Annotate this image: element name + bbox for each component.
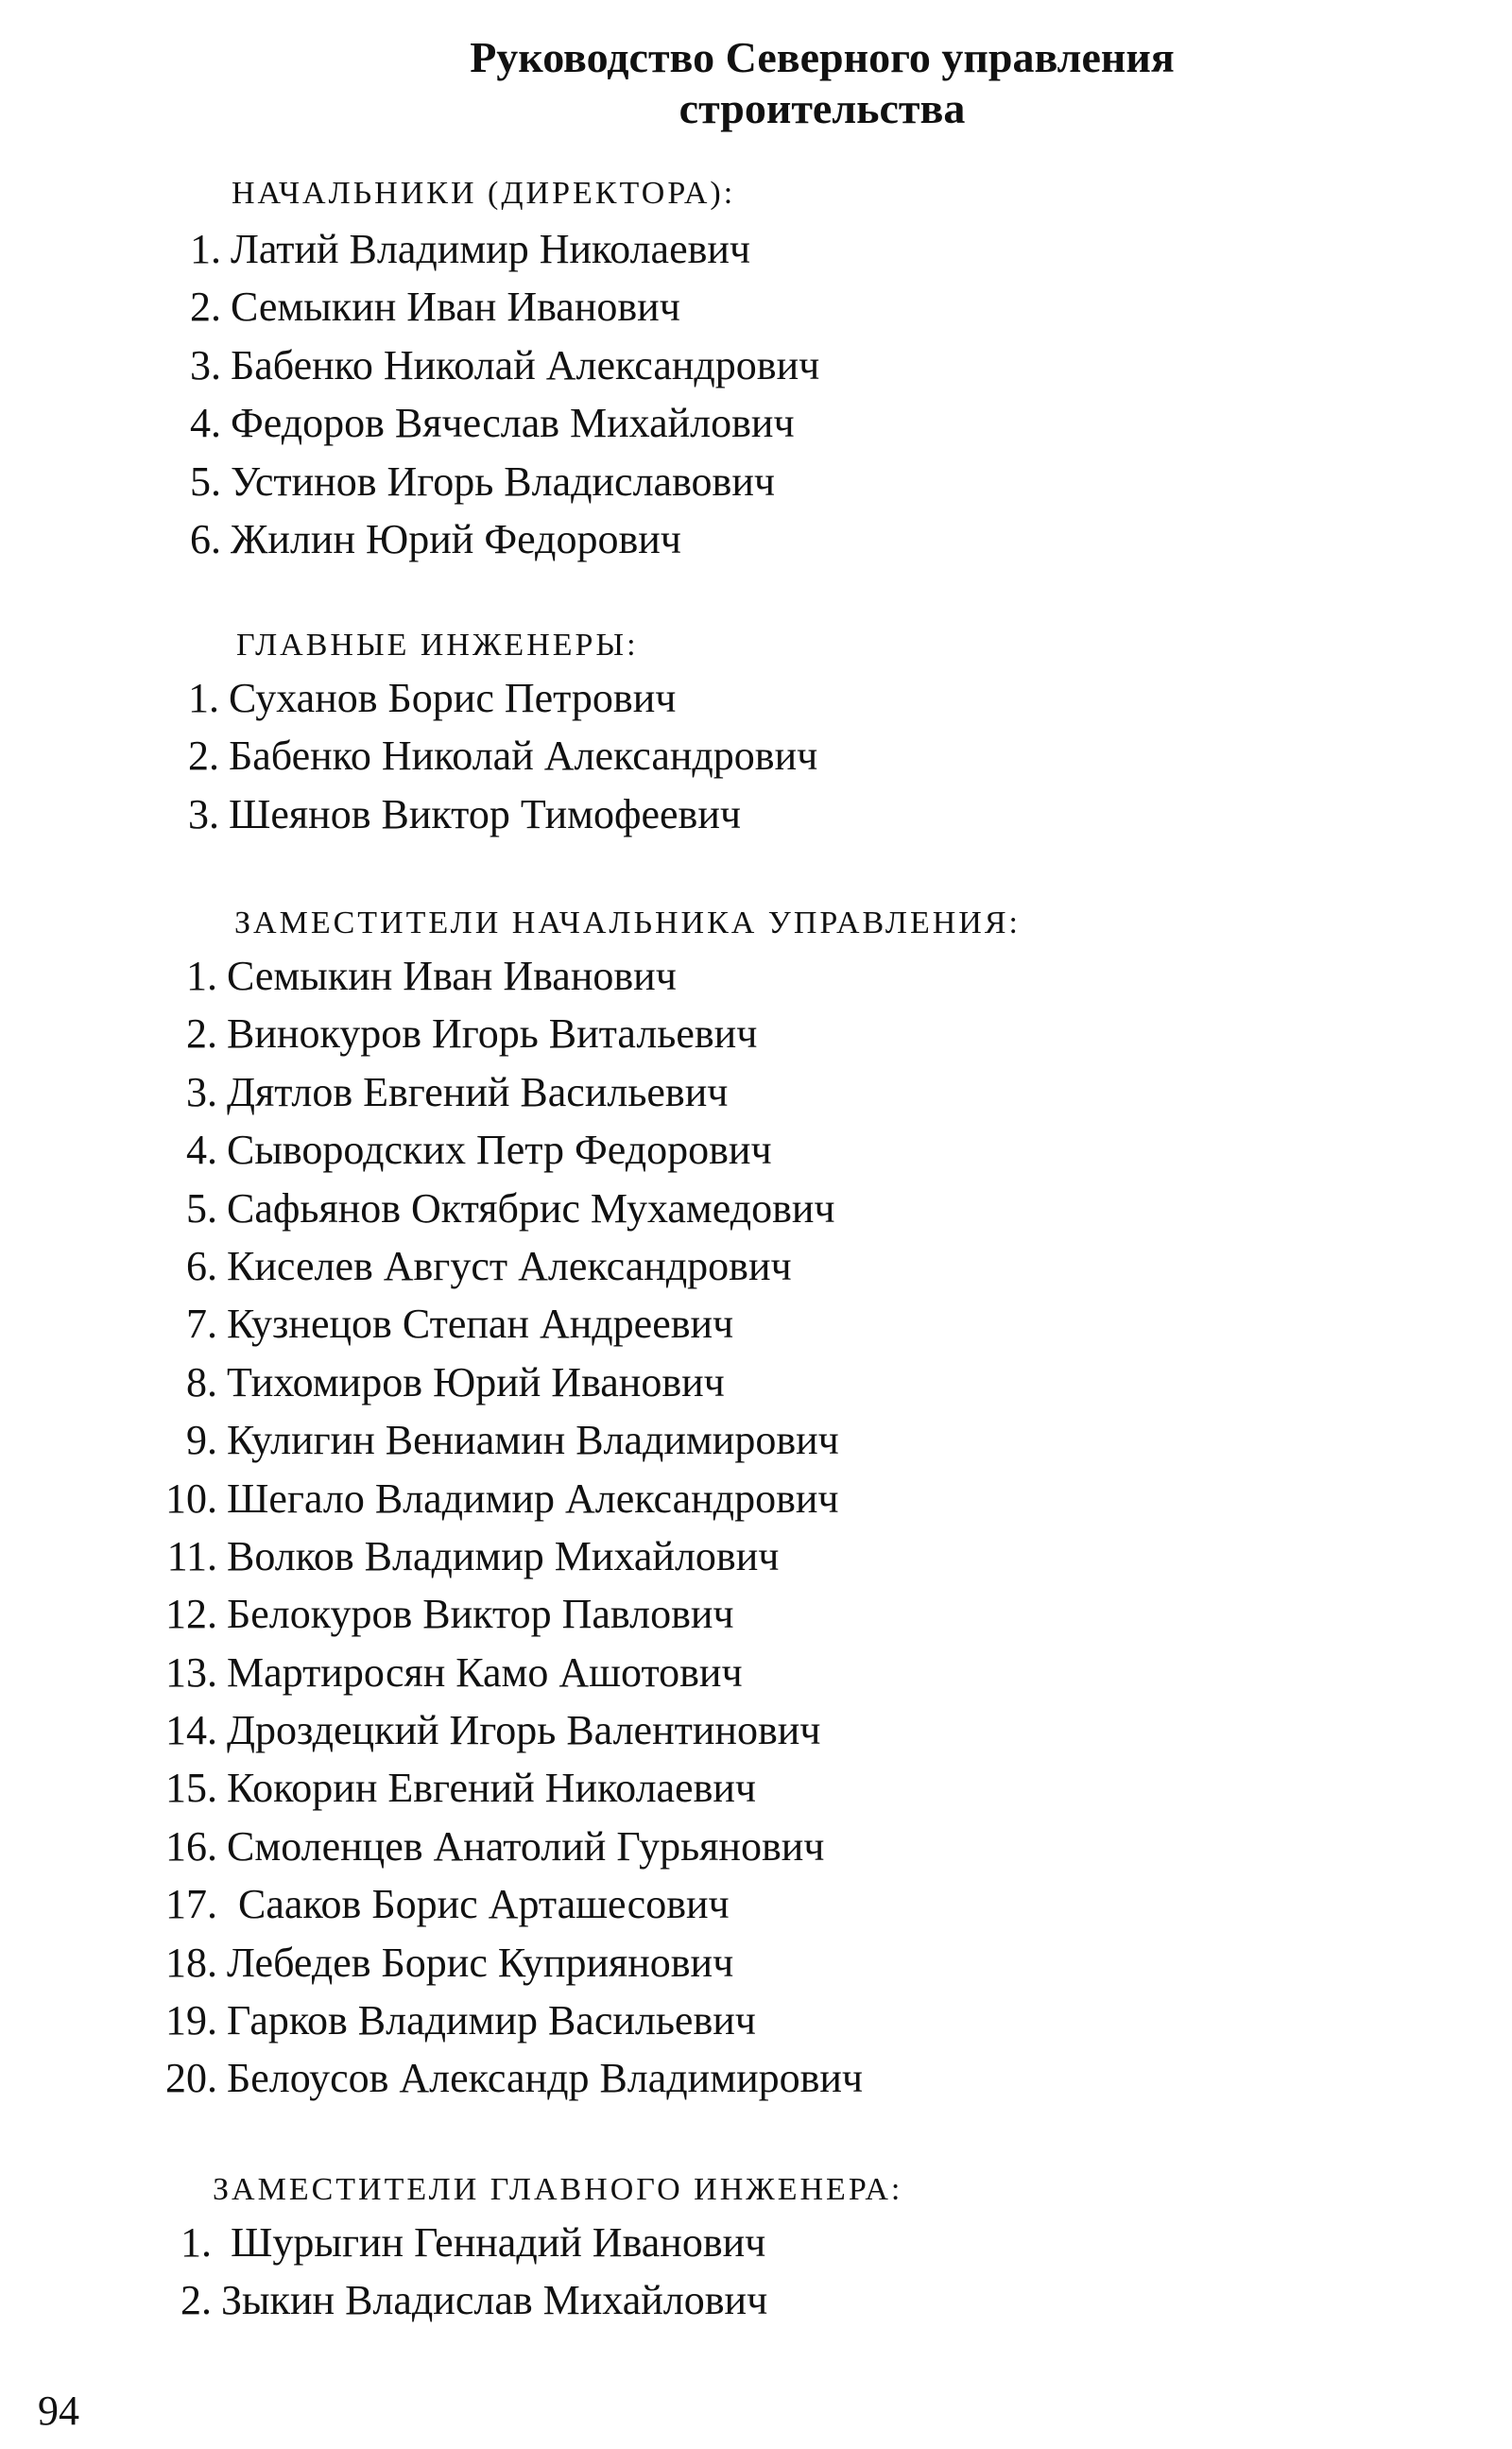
list-item <box>151 510 1512 568</box>
list-item <box>147 1295 1512 1353</box>
list-item <box>147 1237 1512 1295</box>
item-name: Белокуров Виктор Павлович <box>227 1591 734 1638</box>
deputy-chief-engineers-list <box>0 2214 1512 2330</box>
item-name: Сафьянов Октябрис Мухамедович <box>227 1184 835 1232</box>
item-number: 1. <box>180 2219 212 2266</box>
list-item <box>147 1063 1512 1121</box>
item-name: Смоленцев Анатолий Гурьянович <box>227 1822 825 1870</box>
item-number: 7. <box>186 1301 217 1348</box>
item-number: 4. <box>190 400 221 447</box>
item-name: Кузнецов Степан Андреевич <box>227 1301 734 1348</box>
item-name: Суханов Борис Петрович <box>229 675 677 721</box>
list-item <box>147 1180 1512 1237</box>
item-number: 20. <box>165 2055 217 2102</box>
item-number: 17. <box>165 1881 217 1928</box>
list-item <box>147 1005 1512 1062</box>
item-name: Белоусов Александр Владимирович <box>227 2055 864 2102</box>
item-number: 2. <box>188 733 219 780</box>
item-name: Шурыгин Геннадий Иванович <box>231 2219 766 2266</box>
item-number: 16. <box>165 1822 217 1870</box>
directors-list <box>0 220 1512 568</box>
item-name: Семыкин Иван Иванович <box>227 953 677 999</box>
section-chief-engineers <box>0 622 1512 843</box>
list-item <box>142 2214 1512 2271</box>
item-name: Дроздецкий Игорь Валентинович <box>227 1707 821 1754</box>
item-name: Винокуров Игорь Витальевич <box>227 1010 758 1058</box>
item-name: Лебедев Борис Куприянович <box>227 1939 734 1986</box>
item-number: 2. <box>186 1010 217 1058</box>
list-item <box>151 453 1512 510</box>
item-number: 1. <box>186 953 217 999</box>
list-item <box>151 278 1512 336</box>
list-item <box>149 727 1512 785</box>
item-name: Федоров Вячеслав Михайлович <box>231 400 795 447</box>
list-item <box>147 1701 1512 1759</box>
item-name: Бабенко Николай Александрович <box>231 341 820 388</box>
item-number: 2. <box>180 2277 212 2324</box>
chief-engineers-list <box>0 669 1512 843</box>
item-name: Жилин Юрий Федорович <box>231 515 681 562</box>
list-item <box>149 785 1512 843</box>
list-item <box>142 2271 1512 2329</box>
item-name: Зыкин Владислав Михайлович <box>221 2277 768 2324</box>
section-heading: НАЧАЛЬНИКИ (ДИРЕКТОРА): <box>232 176 736 211</box>
item-number: 15. <box>165 1765 217 1812</box>
item-name: Семыкин Иван Иванович <box>231 284 680 331</box>
item-name: Кокорин Евгений Николаевич <box>227 1765 757 1812</box>
list-item <box>147 1354 1512 1411</box>
item-number: 6. <box>190 515 221 562</box>
item-name: Тихомиров Юрий Иванович <box>227 1358 725 1406</box>
item-number: 3. <box>186 1068 217 1115</box>
list-item <box>151 394 1512 452</box>
item-number: 19. <box>165 1997 217 2044</box>
item-number: 4. <box>186 1127 217 1174</box>
item-number: 12. <box>165 1591 217 1638</box>
deputy-heads-list <box>0 947 1512 2108</box>
section-heading: ГЛАВНЫЕ ИНЖЕНЕРЫ: <box>236 628 639 663</box>
item-number: 13. <box>165 1648 217 1696</box>
list-item <box>147 1411 1512 1469</box>
list-item <box>147 2049 1512 2107</box>
list-item <box>147 1934 1512 1992</box>
page-title <box>0 32 1512 134</box>
item-number: 8. <box>186 1358 217 1406</box>
list-item <box>147 1470 1512 1527</box>
item-number: 11. <box>166 1532 217 1579</box>
item-name: Кулигин Вениамин Владимирович <box>227 1417 839 1464</box>
section-heading: ЗАМЕСТИТЕЛИ ГЛАВНОГО ИНЖЕНЕРА: <box>213 2172 903 2207</box>
item-number: 5. <box>190 457 221 505</box>
item-name: Шегало Владимир Александрович <box>227 1475 839 1522</box>
item-number: 14. <box>165 1707 217 1754</box>
list-item <box>147 1992 1512 2049</box>
list-item <box>147 1585 1512 1643</box>
list-item <box>147 1875 1512 1933</box>
list-item <box>147 1759 1512 1817</box>
item-number: 9. <box>186 1417 217 1464</box>
list-item <box>149 669 1512 727</box>
list-item <box>147 1644 1512 1701</box>
item-name: Сывородских Петр Федорович <box>227 1127 772 1174</box>
item-number: 6. <box>186 1242 217 1289</box>
item-number: 2. <box>190 284 221 331</box>
item-number: 5. <box>186 1184 217 1232</box>
item-name: Сааков Борис Арташесович <box>238 1881 730 1928</box>
item-number: 10. <box>165 1475 217 1522</box>
item-number: 18. <box>165 1939 217 1986</box>
section-deputy-chief-engineers <box>0 2166 1512 2330</box>
item-name: Бабенко Николай Александрович <box>229 733 818 780</box>
item-number: 3. <box>190 341 221 388</box>
section-deputy-heads <box>0 900 1512 2108</box>
page-number: 94 <box>38 2388 79 2434</box>
item-name: Дятлов Евгений Васильевич <box>227 1068 729 1115</box>
item-name: Киселев Август Александрович <box>227 1242 792 1289</box>
item-name: Волков Владимир Михайлович <box>227 1532 780 1579</box>
list-item <box>147 1527 1512 1585</box>
item-name: Шеянов Виктор Тимофеевич <box>229 790 742 837</box>
item-number: 3. <box>188 790 219 837</box>
list-item <box>151 220 1512 278</box>
item-name: Гарков Владимир Васильевич <box>227 1997 756 2044</box>
item-name: Мартиросян Камо Ашотович <box>227 1648 743 1696</box>
item-number: 1. <box>190 226 221 272</box>
list-item <box>147 1121 1512 1179</box>
item-number: 1. <box>188 675 219 721</box>
section-directors <box>0 170 1512 568</box>
page-title-line-1: Руководство Северного управления <box>470 33 1175 81</box>
list-item <box>147 1818 1512 1875</box>
item-name: Устинов Игорь Владиславович <box>231 457 775 505</box>
section-heading: ЗАМЕСТИТЕЛИ НАЧАЛЬНИКА УПРАВЛЕНИЯ: <box>234 905 1021 940</box>
page-title-line-2: строительства <box>679 84 966 132</box>
item-name: Латий Владимир Николаевич <box>231 226 751 272</box>
list-item <box>147 947 1512 1005</box>
list-item <box>151 336 1512 394</box>
